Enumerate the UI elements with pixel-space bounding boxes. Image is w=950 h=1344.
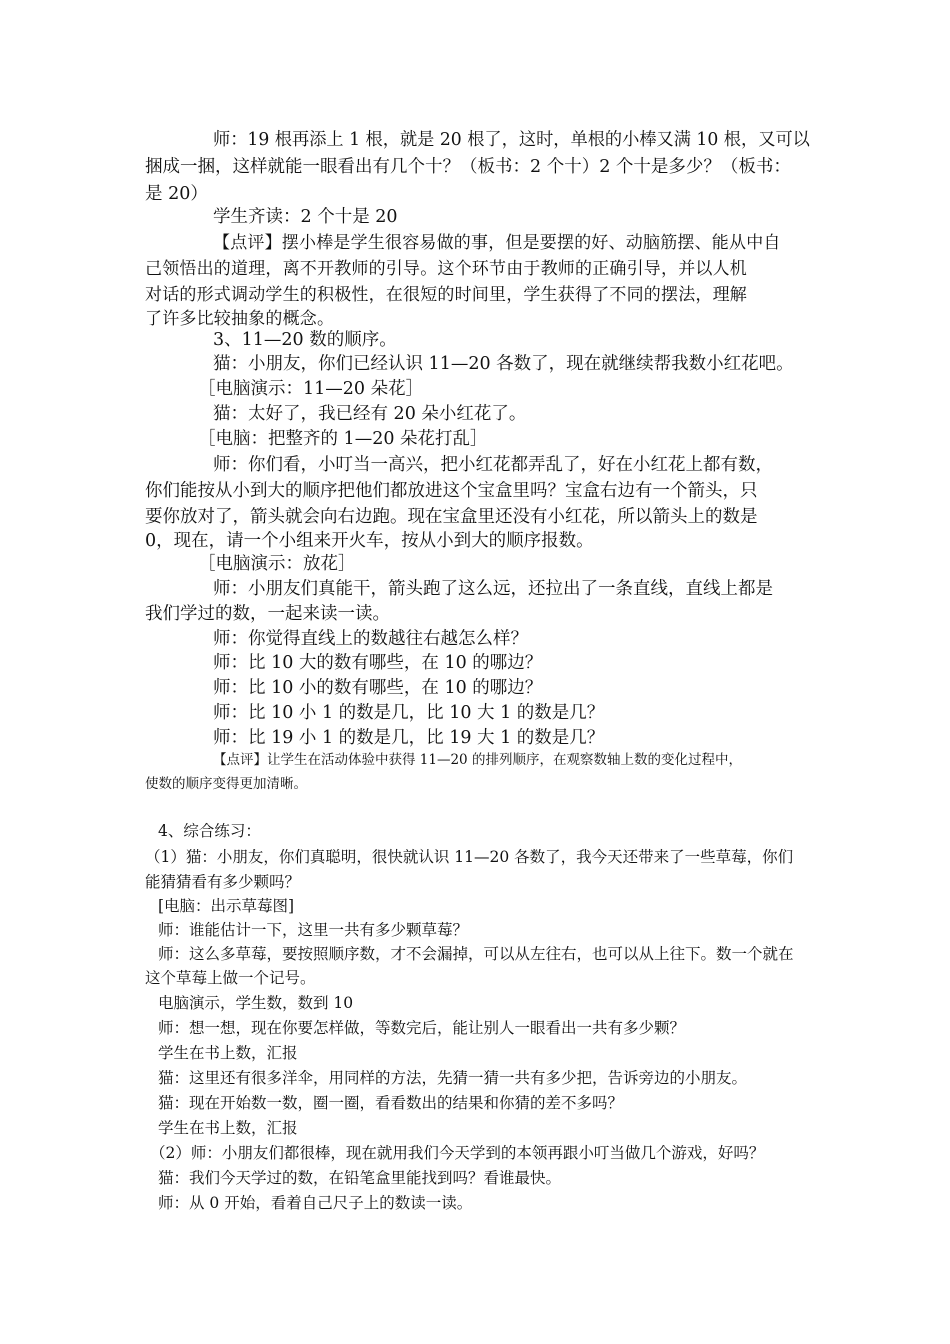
paragraph-line: （2）师：小朋友们都很棒，现在就用我们今天学到的本领再跟小叮当做几个游戏，好吗？	[150, 1144, 765, 1162]
paragraph-line: 你们能按从小到大的顺序把他们都放进这个宝盒里吗？宝盒右边有一个箭头，只	[145, 481, 758, 501]
paragraph-line: 师：比 19 小 1 的数是几，比 19 大 1 的数是几？	[213, 728, 605, 748]
paragraph-line: 猫：我们今天学过的数，在铅笔盒里能找到吗？看谁最快。	[158, 1169, 562, 1187]
section-heading: 4、综合练习：	[158, 822, 261, 840]
paragraph-line: 师：想一想，现在你要怎样做，等数完后，能让别人一眼看出一共有多少颗？	[158, 1019, 686, 1037]
paragraph-line: 猫：小朋友，你们已经认识 11—20 各数了，现在就继续帮我数小红花吧。	[213, 354, 794, 374]
section-heading: 3、11—20 数的顺序。	[213, 330, 397, 350]
paragraph-line: [电脑：出示草莓图]	[158, 897, 295, 915]
paragraph-line: 这个草莓上做一个记号。	[145, 969, 316, 987]
paragraph-line: 学生齐读：2 个十是 20	[213, 207, 398, 227]
paragraph-line: 猫：这里还有很多洋伞，用同样的方法，先猜一猜一共有多少把，告诉旁边的小朋友。	[158, 1069, 748, 1087]
paragraph-line: ［电脑演示：11—20 朵花］	[198, 379, 424, 399]
paragraph-line: 学生在书上数，汇报	[158, 1119, 298, 1137]
comment-line: 【点评】让学生在活动体验中获得 11—20 的排列顺序，在观察数轴上数的变化过程中，	[213, 752, 742, 768]
paragraph-line: 要你放对了，箭头就会向右边跑。现在宝盒里还没有小红花，所以箭头上的数是	[145, 507, 758, 527]
comment-line: 了许多比较抽象的概念。	[145, 309, 335, 329]
paragraph-line: 猫：太好了，我已经有 20 朵小红花了。	[213, 404, 527, 424]
paragraph-line: 师：你们看，小叮当一高兴，把小红花都弄乱了，好在小红花上都有数，	[213, 455, 773, 475]
paragraph-line: 能猜猜看有多少颗吗？	[145, 873, 301, 891]
paragraph-line: 是 20）	[145, 184, 208, 204]
paragraph-line: ［电脑：把整齐的 1—20 朵花打乱］	[198, 429, 488, 449]
comment-line: 己领悟出的道理，离不开教师的引导。这个环节由于教师的正确引导，并以人机	[145, 259, 747, 279]
paragraph-line: 电脑演示，学生数，数到 10	[158, 994, 354, 1012]
paragraph-line: 0，现在，请一个小组来开火车，按从小到大的顺序报数。	[145, 531, 594, 551]
paragraph-line: 师：谁能估计一下，这里一共有多少颗草莓？	[158, 921, 469, 939]
paragraph-line: 师：19 根再添上 1 根，就是 20 根了，这时，单根的小棒又满 10 根，又可以	[213, 130, 810, 150]
paragraph-line: （1）猫：小朋友，你们真聪明，很快就认识 11—20 各数了，我今天还带来了一些草莓，你们	[145, 848, 794, 866]
paragraph-line: 捆成一捆，这样就能一眼看出有几个十？（板书：2 个十）2 个十是多少？（板书：	[145, 157, 791, 177]
paragraph-line: 猫：现在开始数一数，圈一圈，看看数出的结果和你猜的差不多吗？	[158, 1094, 624, 1112]
paragraph-line: 师：从 0 开始，看着自己尺子上的数读一读。	[158, 1194, 473, 1212]
paragraph-line: 师：比 10 小 1 的数是几，比 10 大 1 的数是几？	[213, 703, 605, 723]
comment-line: 使数的顺序变得更加清晰。	[145, 776, 307, 792]
paragraph-line: ［电脑演示：放花］	[198, 554, 356, 574]
paragraph-line: 学生在书上数，汇报	[158, 1044, 298, 1062]
comment-line: 【点评】摆小棒是学生很容易做的事，但是要摆的好、动脑筋摆、能从中自	[213, 233, 781, 253]
paragraph-line: 我们学过的数，一起来读一读。	[145, 604, 390, 624]
paragraph-line: 师：比 10 大的数有哪些，在 10 的哪边？	[213, 653, 543, 673]
paragraph-line: 师：比 10 小的数有哪些，在 10 的哪边？	[213, 678, 543, 698]
comment-line: 对话的形式调动学生的积极性，在很短的时间里，学生获得了不同的摆法，理解	[145, 285, 747, 305]
paragraph-line: 师：这么多草莓，要按照顺序数，才不会漏掉，可以从左往右，也可以从上往下。数一个就在	[158, 945, 794, 963]
paragraph-line: 师：小朋友们真能干，箭头跑了这么远，还拉出了一条直线，直线上都是	[213, 579, 773, 599]
paragraph-line: 师：你觉得直线上的数越往右越怎么样？	[213, 629, 528, 649]
